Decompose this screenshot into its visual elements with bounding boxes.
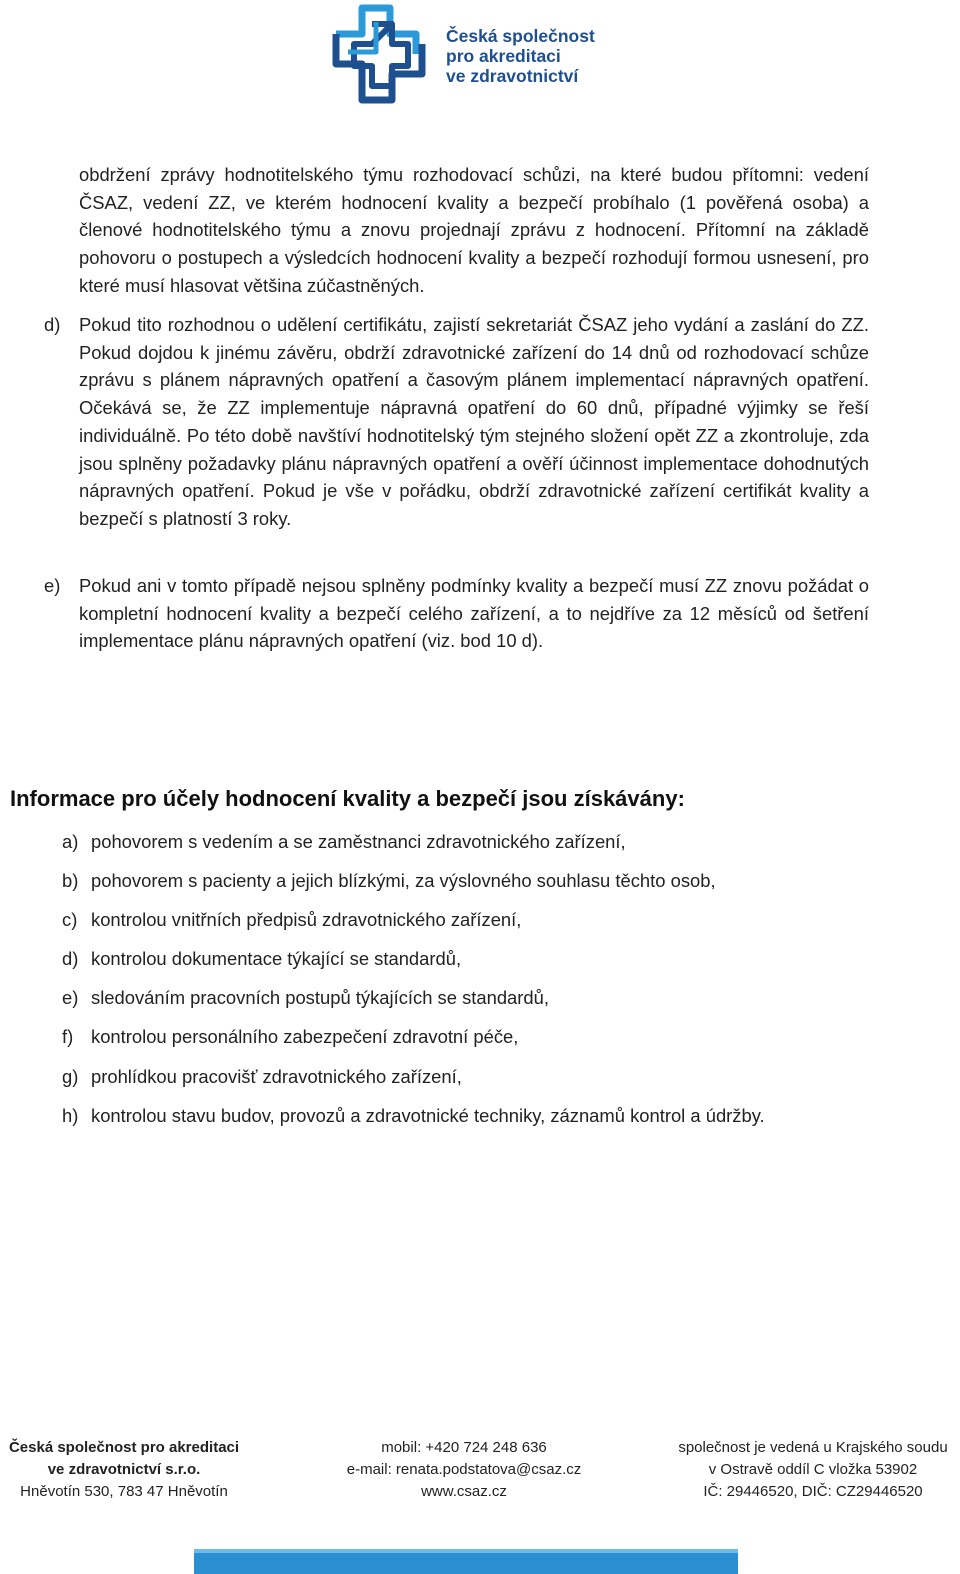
logo-line-2: pro akreditaci <box>446 46 561 66</box>
list-marker: b) <box>62 870 79 892</box>
list-marker: e) <box>62 987 79 1009</box>
list-marker: c) <box>62 909 78 931</box>
footer-contact-info <box>334 1437 594 1503</box>
footer-registration-info <box>670 1437 956 1503</box>
footer-ids: IČ: 29446520, DIČ: CZ29446520 <box>703 1483 923 1500</box>
list-item <box>62 1023 922 1062</box>
section-heading: Informace pro účely hodnocení kvality a bezpečí jsou získávány: <box>10 786 685 811</box>
list-item <box>62 945 922 984</box>
list-item <box>62 867 922 906</box>
footer-mobile: mobil: +420 724 248 636 <box>381 1439 547 1456</box>
list-item <box>62 1102 922 1141</box>
procedure-item-d <box>44 311 869 533</box>
list-item <box>62 1063 922 1102</box>
footer-website-link[interactable]: www.csaz.cz <box>421 1483 507 1500</box>
item-marker: d) <box>44 314 61 335</box>
footer-company-info <box>4 1437 244 1503</box>
list-item <box>62 906 922 945</box>
footer-register-1: společnost je vedená u Krajského soudu <box>678 1439 948 1456</box>
list-text: sledováním pracovních postupů týkajících se standardů, <box>91 987 549 1009</box>
list-text: prohlídkou pracovišť zdravotnického zařízení, <box>91 1065 462 1087</box>
list-item <box>62 828 922 867</box>
item-text: Pokud tito rozhodnou o udělení certifikátu, zajistí sekretariát ČSAZ jeho vydání a zaslání do ZZ. Pokud dojdou k jinému závěru, obdrží zdravotnické zařízení do 14 dnů od rozhodovací schůze zprávu s plánem nápravných opatření a časovým plánem implementací nápravných opatření. Očekává se, že ZZ implementuje nápravná opatření do 60 dnů, případné výjimky se řeší individuálně. Po této době navštíví hodnotitelský tým stejného složení opět ZZ a zkontroluje, zda jsou splněny požadavky plánu nápravných opatření a ověří účinnost implementace dohodnutých nápravných opatření. Pokud je vše v pořádku, obdrží zdravotnické zařízení certifikát kvality a bezpečí s platností 3 roky. <box>79 314 869 529</box>
list-marker: g) <box>62 1065 79 1087</box>
list-text: pohovorem s pacienty a jejich blízkými, za výslovného souhlasu těchto osob, <box>91 870 716 892</box>
list-text: kontrolou stavu budov, provozů a zdravotnické techniky, záznamů kontrol a údržby. <box>91 1104 765 1126</box>
footer-accent-bar <box>194 1549 738 1574</box>
footer-register-2: v Ostravě oddíl C vložka 53902 <box>708 1461 918 1478</box>
item-marker: e) <box>44 575 61 596</box>
list-marker: h) <box>62 1104 79 1126</box>
company-logo <box>332 4 612 104</box>
logo-cross-icon <box>332 4 432 104</box>
footer-company-name-1: Česká společnost pro akreditaci <box>8 1439 240 1456</box>
item-text: Pokud ani v tomto případě nejsou splněny podmínky kvality a bezpečí musí ZZ znovu požádat o kompletní hodnocení kvality a bezpečí celého zařízení, a to nejdříve za 12 měsíců od šetření implementace plánu nápravných opatření (viz. bod 10 d). <box>79 575 869 652</box>
footer-address: Hněvotín 530, 783 47 Hněvotín <box>20 1483 228 1500</box>
information-sources-list <box>62 828 922 1141</box>
list-text: pohovorem s vedením a se zaměstnanci zdravotnického zařízení, <box>91 831 626 852</box>
logo-line-1: Česká společnost <box>446 26 595 46</box>
footer-company-name-2: ve zdravotnictví s.r.o. <box>47 1461 201 1478</box>
logo-line-3: ve zdravotnictví <box>446 66 579 86</box>
list-marker: d) <box>62 948 79 970</box>
list-text: kontrolou dokumentace týkající se standardů, <box>91 948 462 970</box>
footer-email[interactable]: e-mail: renata.podstatova@csaz.cz <box>346 1461 582 1478</box>
logo-wordmark <box>446 26 595 86</box>
procedure-item-e <box>44 572 869 655</box>
list-item <box>62 984 922 1023</box>
list-marker: a) <box>62 831 79 852</box>
list-marker: f) <box>62 1026 74 1048</box>
page-footer <box>0 1437 960 1507</box>
list-text: kontrolou personálního zabezpečení zdravotní péče, <box>91 1026 519 1048</box>
continuation-paragraph: obdržení zprávy hodnotitelského týmu rozhodovací schůzi, na které budou přítomni: vedení ČSAZ, vedení ZZ, ve kterém hodnocení kvality a bezpečí probíhalo (1 pověřená osoba) a členové hodnotitelského týmu a znovu projednají zprávu z hodnocení. Přítomní na základě pohovoru o postupech a výsledcích hodnocení kvality a bezpečí rozhodují formou usnesení, pro které musí hlasovat většina zúčastněných. <box>79 164 869 296</box>
list-text: kontrolou vnitřních předpisů zdravotnického zařízení, <box>91 909 522 931</box>
